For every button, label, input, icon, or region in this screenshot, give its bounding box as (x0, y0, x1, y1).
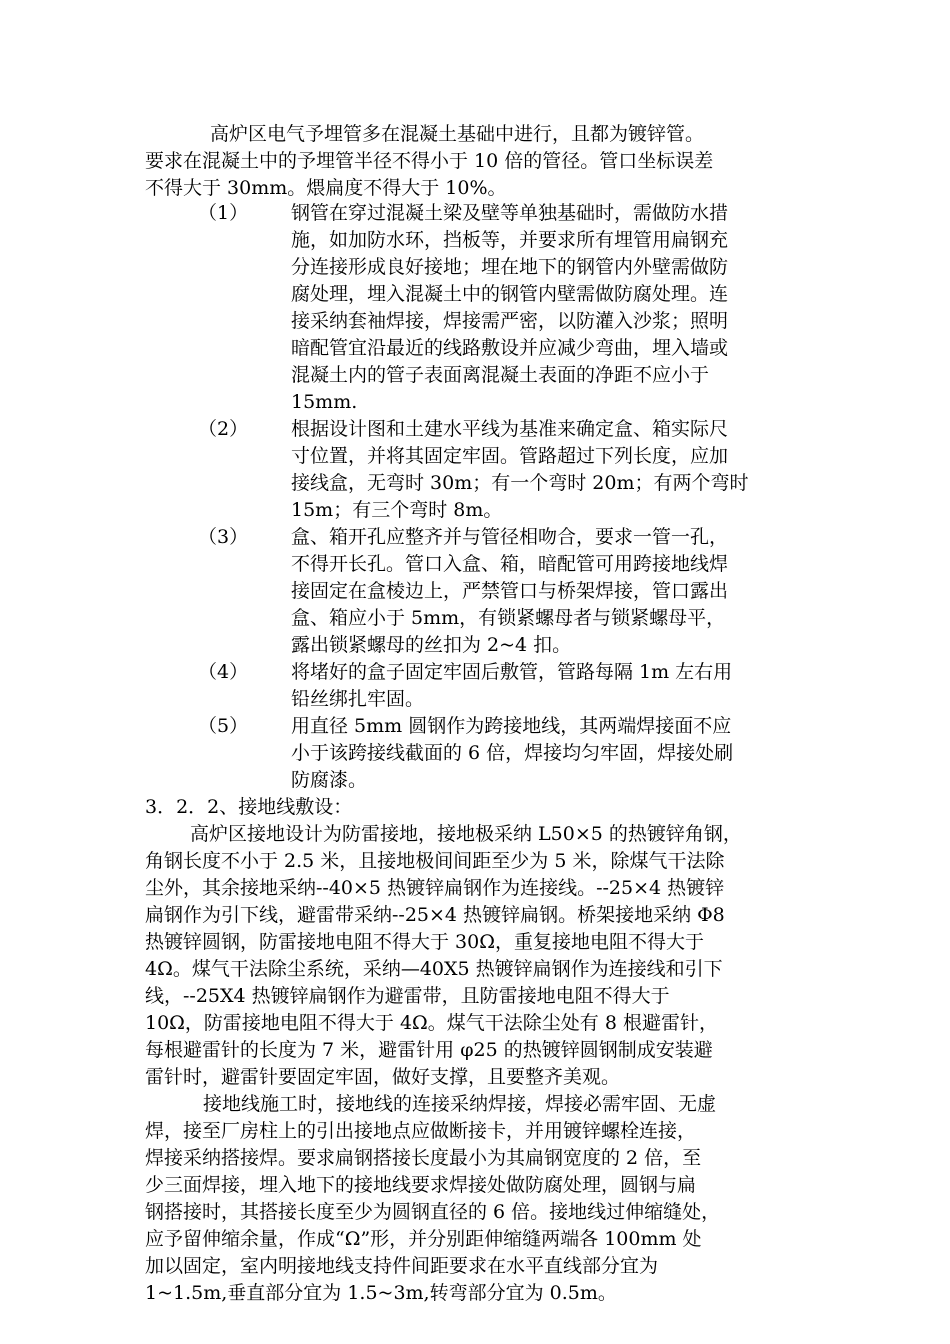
item-line: 接固定在盒棱边上，严禁管口与桥架焊接，管口露出 (291, 580, 729, 602)
section-heading: 3．2．2、接地线敷设： (145, 796, 353, 818)
paragraph-line: 少三面焊接，埋入地下的接地线要求焊接处做防腐处理，圆钢与扁 (145, 1174, 697, 1196)
paragraph-line: 线，--25X4 热镀锌扁钢作为避雷带，且防雷接地电阻不得大于 (145, 985, 670, 1007)
item-line: 混凝土内的管子表面离混凝土表面的净距不应小于 (291, 364, 710, 386)
item-line: 露出锁紧螺母的丝扣为 2~4 扣。 (291, 634, 572, 656)
item-line: 防腐漆。 (291, 769, 368, 791)
item-line: 钢管在穿过混凝土梁及壁等单独基础时，需做防水措 (291, 202, 729, 224)
item-line: 用直径 5mm 圆钢作为跨接地线，其两端焊接面不应 (291, 715, 732, 737)
paragraph-line: 尘外，其余接地采纳--40×5 热镀锌扁钢作为连接线。--25×4 热镀锌 (145, 877, 725, 899)
item-line: 小于该跨接线截面的 6 倍，焊接均匀牢固，焊接处刷 (291, 742, 734, 764)
paragraph-line: 每根避雷针的长度为 7 米，避雷针用 φ25 的热镀锌圆钢制成安装避 (145, 1039, 713, 1061)
paragraph-line: 高炉区接地设计为防雷接地，接地极采纳 L50×5 的热镀锌角钢， (190, 823, 742, 845)
item-line: 施，如加防水环，挡板等，并要求所有埋管用扁钢充 (291, 229, 729, 251)
paragraph-line: 钢搭接时，其搭接长度至少为圆钢直径的 6 倍。接地线过伸缩缝处， (145, 1201, 721, 1223)
intro-line: 高炉区电气予埋管多在混凝土基础中进行，且都为镀锌管。 (210, 123, 705, 145)
item-line: 分连接形成良好接地；埋在地下的钢管内外壁需做防 (291, 256, 729, 278)
item-line: 15m；有三个弯时 8m。 (291, 499, 503, 521)
paragraph-line: 雷针时，避雷针要固定牢固，做好支撑，且要整齐美观。 (145, 1066, 621, 1088)
item-line: 寸位置，并将其固定牢固。管路超过下列长度，应加 (291, 445, 729, 467)
paragraph-line: 焊，接至厂房柱上的引出接地点应做断接卡，并用镀锌螺栓连接， (145, 1120, 697, 1142)
paragraph-line: 1~1.5m,垂直部分宜为 1.5~3m,转弯部分宜为 0.5m。 (145, 1282, 617, 1304)
item-number: （2） (198, 418, 249, 440)
item-line: 腐处理，埋入混凝土中的钢管内壁需做防腐处理。连 (291, 283, 729, 305)
item-number: （5） (198, 715, 249, 737)
paragraph-line: 接地线施工时，接地线的连接采纳焊接，焊接必需牢固、无虚 (203, 1093, 717, 1115)
paragraph-line: 应予留伸缩余量，作成“Ω”形，并分别距伸缩缝两端各 100mm 处 (145, 1228, 702, 1250)
item-line: 根据设计图和土建水平线为基准来确定盒、箱实际尺 (291, 418, 729, 440)
paragraph-line: 热镀锌圆钢，防雷接地电阻不得大于 30Ω，重复接地电阻不得大于 (145, 931, 704, 953)
item-line: 接线盒，无弯时 30m；有一个弯时 20m；有两个弯时 (291, 472, 749, 494)
item-line: 铅丝绑扎牢固。 (291, 688, 425, 710)
item-line: 将堵好的盒子固定牢固后敷管，管路每隔 1m 左右用 (291, 661, 733, 683)
item-line: 盒、箱应小于 5mm，有锁紧螺母者与锁紧螺母平， (291, 607, 726, 629)
paragraph-line: 扁钢作为引下线，避雷带采纳--25×4 热镀锌扁钢。桥架接地采纳 Φ8 (145, 904, 725, 926)
paragraph-line: 焊接采纳搭接焊。要求扁钢搭接长度最小为其扁钢宽度的 2 倍，至 (145, 1147, 702, 1169)
item-number: （1） (198, 202, 249, 224)
item-line: 15mm. (291, 391, 358, 413)
item-number: （4） (198, 661, 249, 683)
intro-line: 不得大于 30mm。煨扁度不得大于 10%。 (145, 177, 507, 199)
paragraph-line: 10Ω，防雷接地电阻不得大于 4Ω。煤气干法除尘处有 8 根避雷针， (145, 1012, 718, 1034)
intro-line: 要求在混凝土中的予埋管半径不得小于 10 倍的管径。管口坐标误差 (145, 150, 714, 172)
item-number: （3） (198, 526, 249, 548)
paragraph-line: 角钢长度不小于 2.5 米，且接地极间间距至少为 5 米，除煤气干法除 (145, 850, 725, 872)
item-line: 不得开长孔。管口入盒、箱，暗配管可用跨接地线焊 (291, 553, 729, 575)
item-line: 盒、箱开孔应整齐并与管径相吻合，要求一管一孔， (291, 526, 729, 548)
paragraph-line: 4Ω。煤气干法除尘系统，采纳—40X5 热镀锌扁钢作为连接线和引下 (145, 958, 723, 980)
item-line: 暗配管宜沿最近的线路敷设并应减少弯曲，埋入墙或 (291, 337, 729, 359)
item-line: 接采纳套袖焊接，焊接需严密，以防灌入沙浆；照明 (291, 310, 729, 332)
paragraph-line: 加以固定，室内明接地线支持件间距要求在水平直线部分宜为 (145, 1255, 659, 1277)
